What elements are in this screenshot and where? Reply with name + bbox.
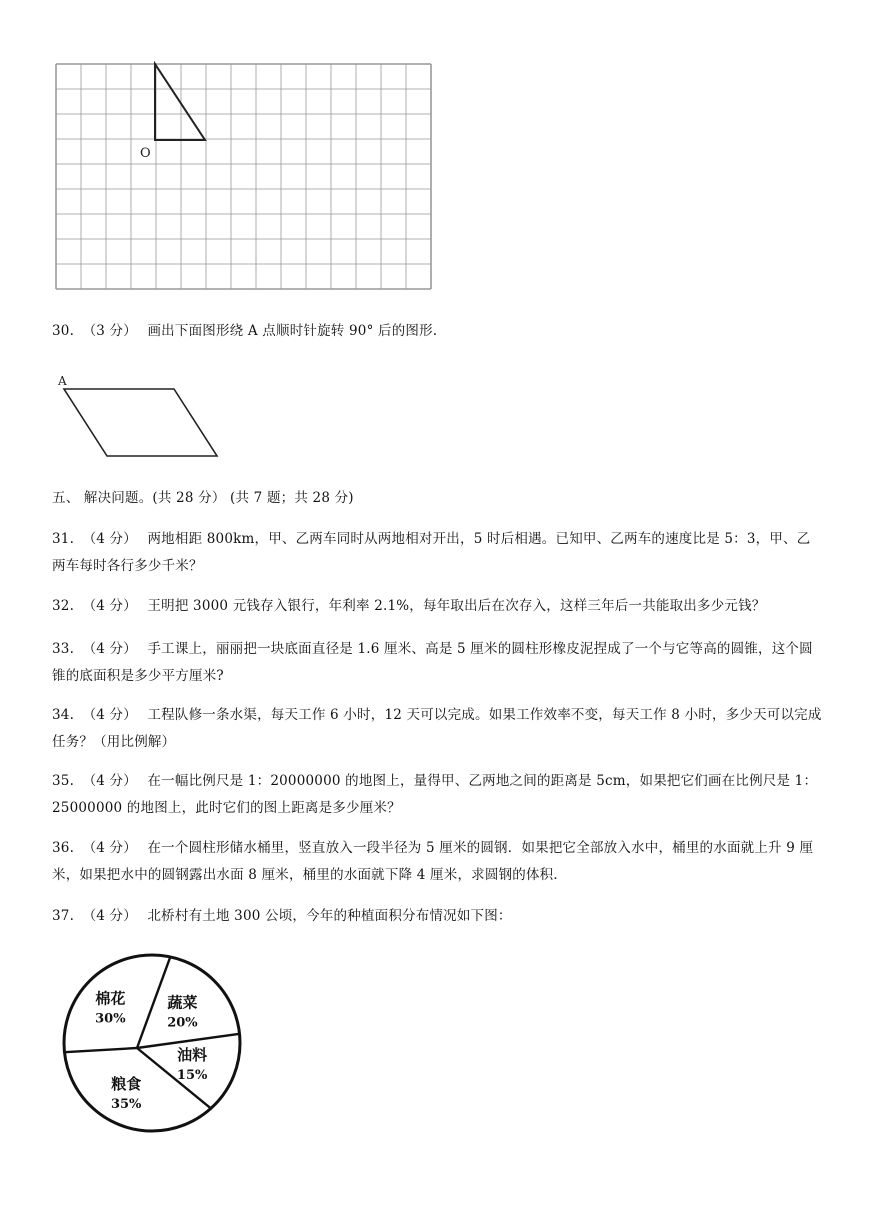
pie-slice-value: 30% xyxy=(95,1011,126,1027)
grid-lines xyxy=(56,64,431,289)
question-text: 北桥村有土地 300 公顷，今年的种植面积分布情况如下图： xyxy=(147,908,512,924)
question-text: 在一幅比例尺是 1：20000000 的地图上，量得甲、乙两地之间的距离是 5cm，如果把它们画在比例尺是 1：25000000 的地图上，此时它们的图上距离是多少厘米？ xyxy=(52,773,818,816)
question-points: （4 分） xyxy=(82,707,137,723)
question-number: 35. xyxy=(52,773,75,789)
question-number: 36. xyxy=(52,840,75,856)
pie-slice-label: 粮食 xyxy=(111,1075,142,1094)
pie-slice-label: 棉花 xyxy=(95,989,126,1008)
pie-slice-value: 20% xyxy=(167,1015,198,1031)
question-number: 34. xyxy=(52,707,75,723)
question-points: （4 分） xyxy=(82,598,137,614)
pie-slice-label: 蔬菜 xyxy=(167,993,198,1012)
pie-slice-value: 35% xyxy=(110,1097,142,1113)
vertex-a-label: A xyxy=(58,374,67,388)
question-text: 在一个圆柱形储水桶里，竖直放入一段半径为 5 厘米的圆钢．如果把它全部放入水中，桶里的水面就上升 9 厘米，如果把水中的圆钢露出水面 8 厘米，桶里的水面就下降 4 厘米，求圆钢的体积． xyxy=(52,840,814,883)
question-35 xyxy=(52,768,824,822)
question-34 xyxy=(52,702,824,756)
parallelogram xyxy=(64,389,217,456)
question-points: （4 分） xyxy=(82,773,137,789)
parallelogram-figure xyxy=(50,368,230,464)
question-points: （4 分） xyxy=(82,641,137,657)
question-37 xyxy=(52,903,824,930)
question-text: 手工课上，丽丽把一块底面直径是 1.6 厘米、高是 5 厘米的圆柱形橡皮泥捏成了一个与它等高的圆锥，这个圆锥的底面积是多少平方厘米? xyxy=(52,641,813,684)
question-text: 工程队修一条水渠，每天工作 6 小时，12 天可以完成。如果工作效率不变，每天工作 8 小时，多少天可以完成任务？（用比例解） xyxy=(52,707,822,750)
question-32 xyxy=(52,593,824,620)
question-31 xyxy=(52,526,824,580)
question-number: 30. xyxy=(52,323,75,339)
pie-chart xyxy=(52,948,252,1138)
question-33 xyxy=(52,636,824,690)
question-points: （4 分） xyxy=(82,840,137,856)
pie-outline xyxy=(64,955,240,1131)
question-number: 32. xyxy=(52,598,75,614)
question-text: 王明把 3000 元钱存入银行，年利率 2.1%，每年取出后在次存入，这样三年后一共能取出多少元钱？ xyxy=(147,598,766,614)
origin-label: O xyxy=(140,146,151,161)
right-triangle xyxy=(155,64,205,140)
grid-figure xyxy=(50,58,440,300)
pie-slice-divider xyxy=(137,957,170,1048)
pie-slice-label: 油料 xyxy=(177,1045,208,1064)
section-5-heading xyxy=(52,485,824,512)
pie-slice-value: 15% xyxy=(176,1067,208,1083)
question-number: 31. xyxy=(52,531,75,547)
question-text: 两地相距 800km，甲、乙两车同时从两地相对开出，5 时后相遇。已知甲、乙两车的速度比是 5：3，甲、乙两车每时各行多少千米？ xyxy=(52,531,811,574)
question-points: （4 分） xyxy=(82,908,137,924)
question-36 xyxy=(52,835,824,889)
question-30 xyxy=(52,318,824,345)
question-points: （3 分） xyxy=(82,323,137,339)
pie-slice-divider xyxy=(64,1048,137,1052)
question-number: 33. xyxy=(52,641,75,657)
question-points: （4 分） xyxy=(82,531,137,547)
question-text: 画出下面图形绕 A 点顺时针旋转 90° 后的图形. xyxy=(147,323,438,339)
question-number: 37. xyxy=(52,908,75,924)
section-title: 五、 解决问题。(共 28 分） (共 7 题；共 28 分) xyxy=(52,490,354,506)
